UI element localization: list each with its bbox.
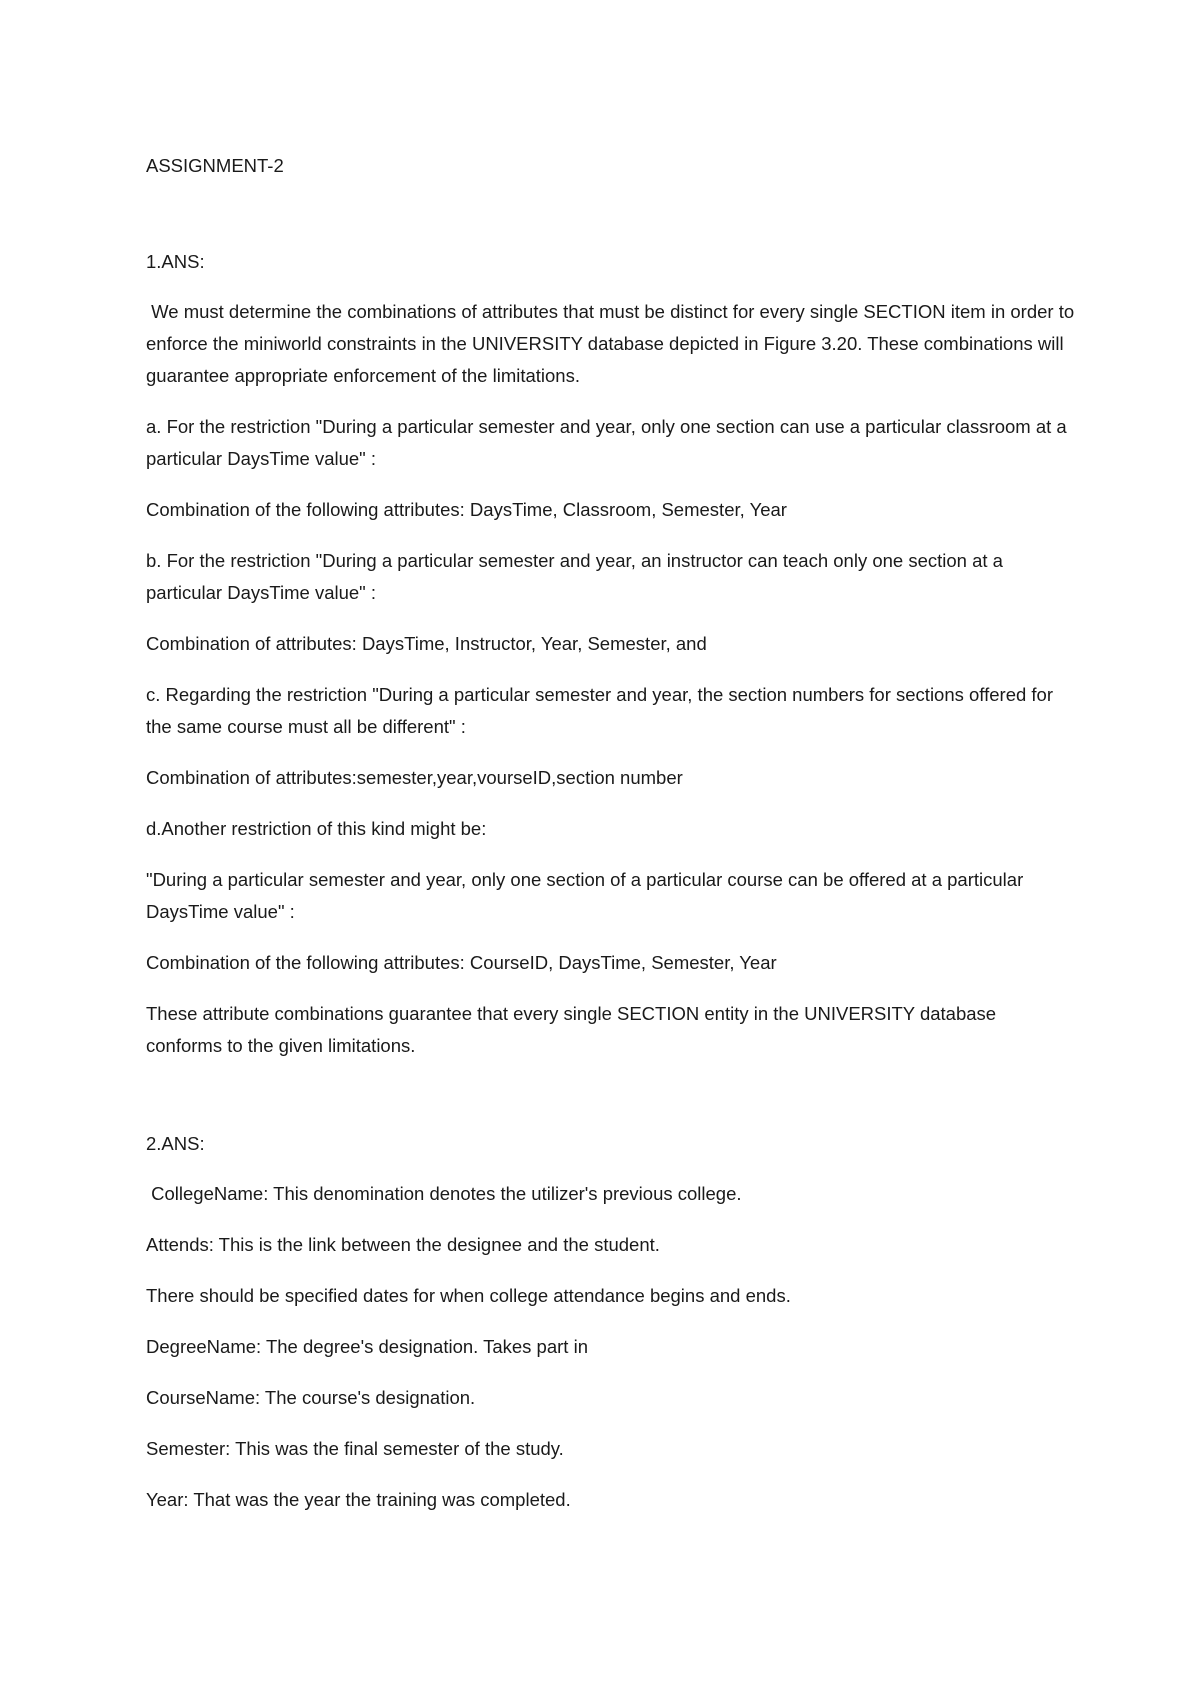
answer-1a-restriction: a. For the restriction "During a particular semester and year, only one section can use a particular classroom at a particular DaysTime value" : — [146, 416, 1072, 469]
answer-1a-combination: Combination of the following attributes: DaysTime, Classroom, Semester, Year — [146, 499, 787, 520]
answer-1b-restriction: b. For the restriction "During a particular semester and year, an instructor can teach only one section at a particular DaysTime value" : — [146, 550, 1009, 603]
answer-2-semester: Semester: This was the final semester of the study. — [146, 1438, 564, 1459]
answer-1c-combination: Combination of attributes:semester,year,vourseID,section number — [146, 767, 683, 788]
document-body — [146, 150, 1080, 1535]
answer-2-dates: There should be specified dates for when college attendance begins and ends. — [146, 1285, 791, 1306]
answer-1d-restriction: "During a particular semester and year, only one section of a particular course can be offered at a particular DaysTime value" : — [146, 869, 1029, 922]
answer-1b-combination: Combination of attributes: DaysTime, Instructor, Year, Semester, and — [146, 633, 707, 654]
answer-1d-intro: d.Another restriction of this kind might be: — [146, 818, 487, 839]
answer-2-degree-name: DegreeName: The degree's designation. Takes part in — [146, 1336, 588, 1357]
answer-1-intro: We must determine the combinations of attributes that must be distinct for every single SECTION item in order to enforce the miniworld constraints in the UNIVERSITY database depicted in Figure 3.20. These combinations will guarantee appropriate enforcement of the limitations. — [146, 301, 1080, 386]
answer-2-attends: Attends: This is the link between the designee and the student. — [146, 1234, 660, 1255]
answer-1d-combination: Combination of the following attributes: CourseID, DaysTime, Semester, Year — [146, 952, 777, 973]
answer-1-conclusion: These attribute combinations guarantee that every single SECTION entity in the UNIVERSITY database conforms to the given limitations. — [146, 1003, 1002, 1056]
answer-1-heading: 1.ANS: — [146, 251, 205, 272]
answer-2-course-name: CourseName: The course's designation. — [146, 1387, 476, 1408]
document-title: ASSIGNMENT-2 — [146, 155, 284, 176]
answer-1c-restriction: c. Regarding the restriction "During a particular semester and year, the section numbers for sections offered for the same course must all be different" : — [146, 684, 1059, 737]
answer-2-year: Year: That was the year the training was completed. — [146, 1489, 571, 1510]
answer-2-heading: 2.ANS: — [146, 1133, 205, 1154]
answer-2-college-name: CollegeName: This denomination denotes the utilizer's previous college. — [146, 1183, 742, 1204]
